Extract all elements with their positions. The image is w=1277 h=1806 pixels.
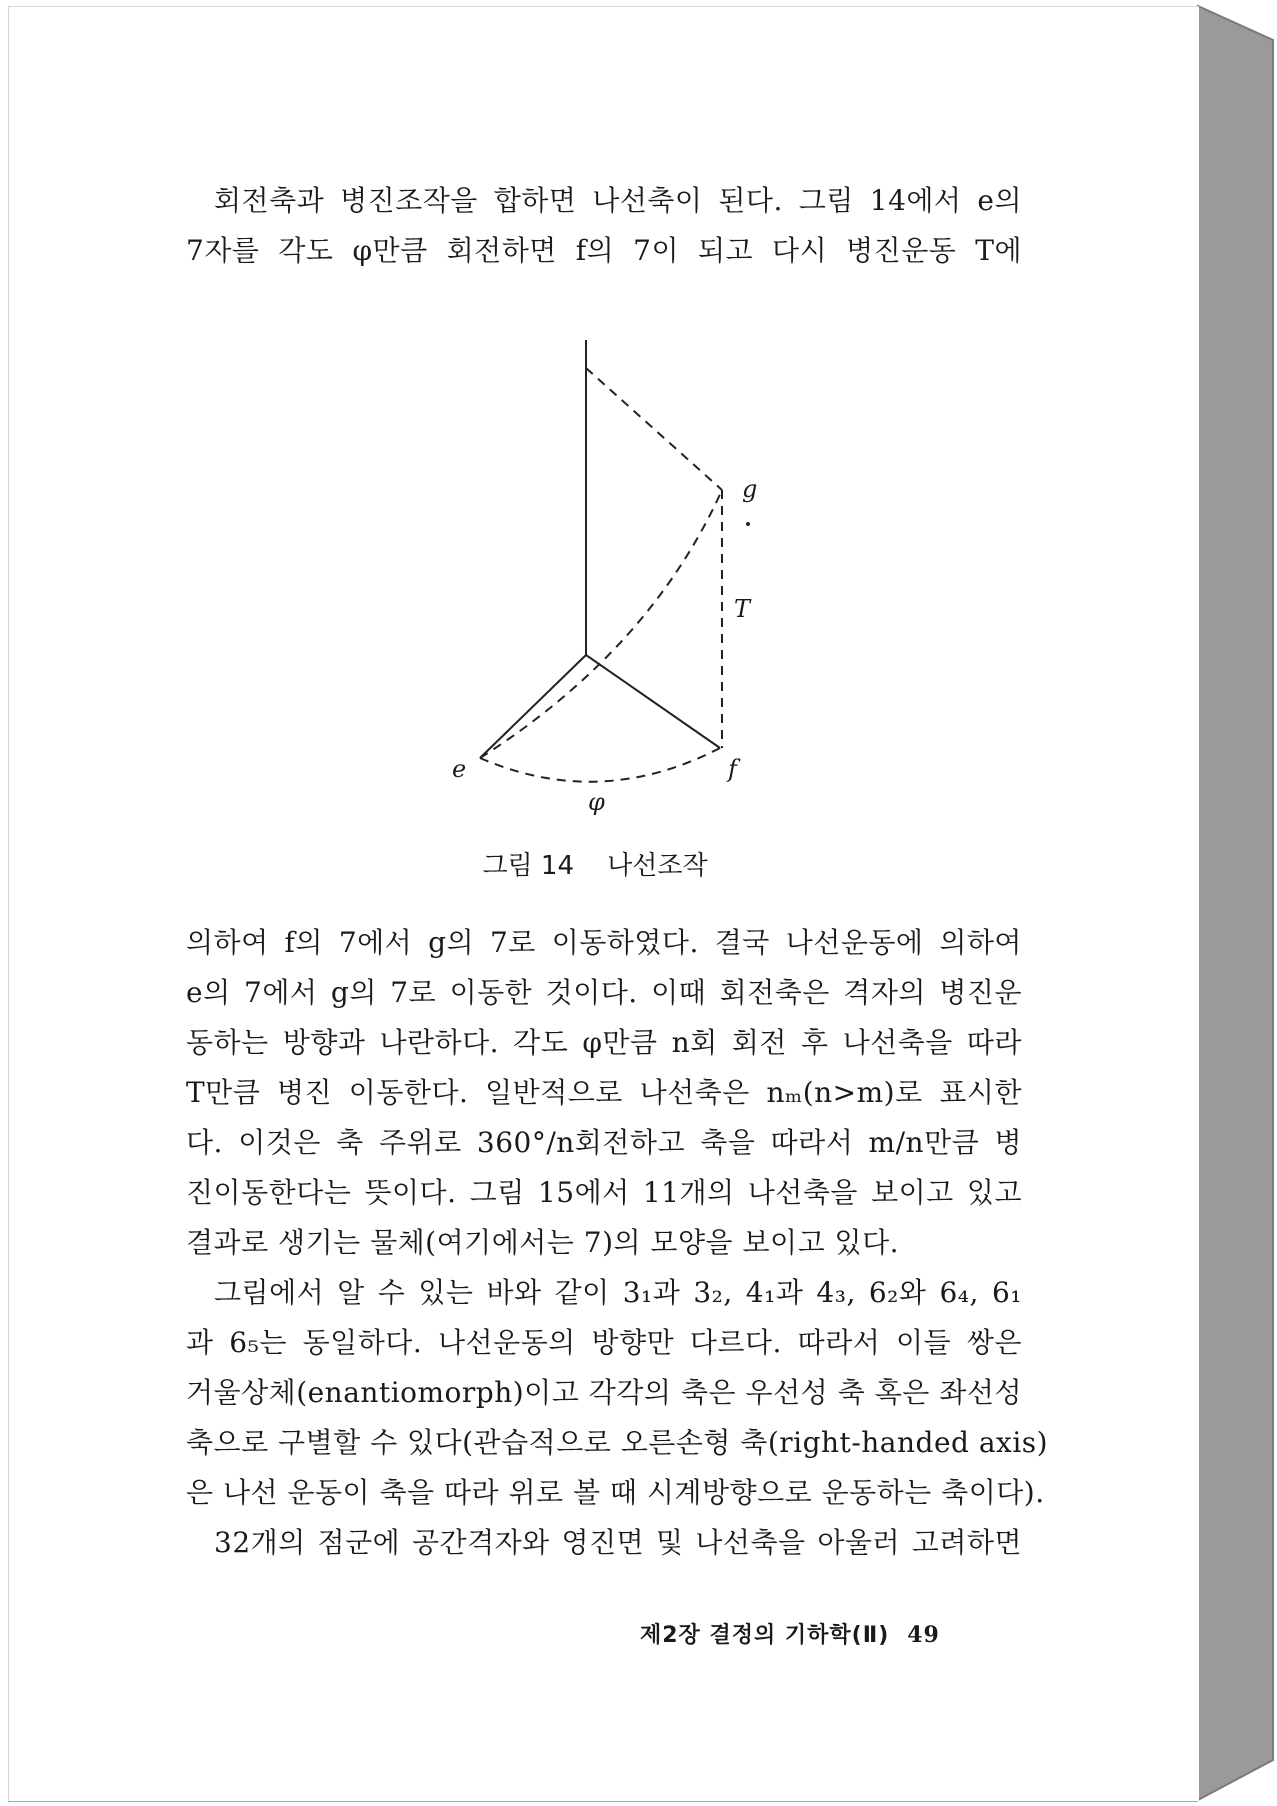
- text-line: 결과로 생기는 물체(여기에서는 7)의 모양을 보이고 있다.: [186, 1226, 900, 1259]
- stray-dot: [746, 522, 750, 526]
- chapter-title: 제2장 결정의 기하학(Ⅱ): [640, 1623, 890, 1648]
- top-to-g-dashed: [586, 368, 722, 490]
- body-text: [186, 918, 1049, 1568]
- label-e: e: [452, 755, 467, 783]
- text-line: 그림에서 알 수 있는 바와 같이 3₁과 3₂, 4₁과 4₃, 6₂와 6₄, 6₁: [214, 1276, 1022, 1309]
- paragraph: [186, 1518, 1022, 1568]
- text-line: 축으로 구별할 수 있다(관습적으로 오른손형 축(right-handed axis): [186, 1426, 1049, 1459]
- text-line: 은 나선 운동이 축을 따라 위로 볼 때 시계방향으로 운동하는 축이다).: [186, 1476, 1045, 1509]
- paragraph: [186, 1268, 1049, 1518]
- text-line: 의하여 f의 7에서 g의 7로 이동하였다. 결국 나선운동에 의하여: [186, 926, 1022, 959]
- paragraph: [186, 918, 1022, 1268]
- page-footer: [640, 1618, 940, 1649]
- label-phi: φ: [588, 788, 605, 816]
- top-paragraph: [186, 176, 1022, 276]
- figure-caption: [0, 845, 1190, 882]
- rotation-arc-phi-dashed: [480, 748, 720, 782]
- text-line: 회전축과 병진조작을 합하면 나선축이 된다. 그림 14에서 e의: [214, 184, 1022, 217]
- radius-to-e: [480, 655, 586, 758]
- label-g: g: [742, 475, 758, 503]
- text-line: 다. 이것은 축 주위로 360°/n회전하고 축을 따라서 m/n만큼 병: [186, 1126, 1022, 1159]
- text-line: 7자를 각도 φ만큼 회전하면 f의 7이 되고 다시 병진운동 T에: [186, 234, 1022, 267]
- text-line: 32개의 점군에 공간격자와 영진면 및 나선축을 아울러 고려하면: [214, 1526, 1022, 1559]
- book-edge-side: [1198, 6, 1273, 1800]
- label-T: T: [734, 595, 751, 623]
- helix-figure: [440, 330, 770, 830]
- text-line: 거울상체(enantiomorph)이고 각각의 축은 우선성 축 혹은 좌선성: [186, 1376, 1022, 1409]
- helix-path-dashed: [480, 490, 722, 758]
- helix-diagram: [440, 330, 770, 830]
- text-line: 과 6₅는 동일하다. 나선운동의 방향만 다르다. 따라서 이들 쌍은: [186, 1326, 1022, 1359]
- text-line: e의 7에서 g의 7로 이동한 것이다. 이때 회전축은 격자의 병진운: [186, 976, 1022, 1009]
- radius-to-f: [586, 655, 720, 748]
- text-line: 동하는 방향과 나란하다. 각도 φ만큼 n회 회전 후 나선축을 따라: [186, 1026, 1022, 1059]
- page-number: 49: [907, 1622, 940, 1648]
- text-line: T만큼 병진 이동한다. 일반적으로 나선축은 nₘ(n>m)로 표시한: [186, 1076, 1022, 1109]
- caption-title: 나선조작: [607, 851, 708, 881]
- text-line: 진이동한다는 뜻이다. 그림 15에서 11개의 나선축을 보이고 있고: [186, 1176, 1022, 1209]
- caption-number: 그림 14: [482, 851, 575, 881]
- label-f: f: [728, 755, 737, 783]
